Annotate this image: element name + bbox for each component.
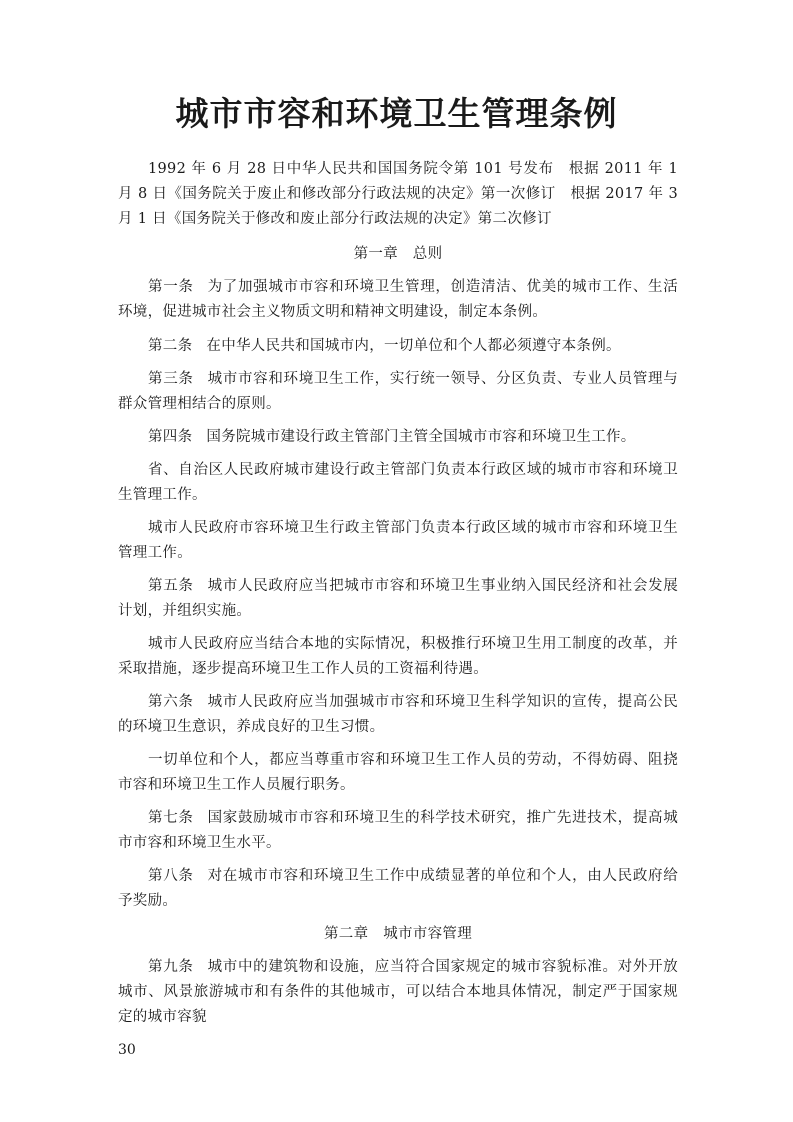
- article-text: 国务院城市建设行政主管部门主管全国城市市容和环境卫生工作。: [206, 429, 636, 445]
- article-label: 第四条: [148, 429, 193, 445]
- preamble: 1992 年 6 月 28 日中华人民共和国国务院令第 101 号发布 根据 2011 年 1 月 8 日《国务院关于废止和修改部分行政法规的决定》第一次修订 根据 2017 年 3 月 1 日《国务院关于修改和废止部分行政法规的决定》第二次修订: [118, 161, 678, 227]
- article-label: 第六条: [148, 694, 194, 710]
- chapter-heading-1: 第一章 总则: [353, 246, 443, 262]
- article-5: [118, 574, 678, 624]
- article-1: [118, 275, 678, 325]
- article-label: 第七条: [148, 810, 194, 826]
- page-number: 30: [118, 1042, 136, 1058]
- article-4-paragraph-3: 城市人民政府市容环境卫生行政主管部门负责本行政区域的城市市容和环境卫生管理工作。: [118, 520, 678, 561]
- article-4-paragraph-2: 省、自治区人民政府城市建设行政主管部门负责本行政区域的城市市容和环境卫生管理工作。: [118, 462, 678, 503]
- article-label: 第八条: [148, 868, 194, 884]
- article-text: 为了加强城市市容和环境卫生管理，创造清洁、优美的城市工作、生活环境，促进城市社会主义物质文明和精神文明建设，制定本条例。: [118, 279, 679, 320]
- article-text: 国家鼓励城市市容和环境卫生的科学技术研究，推广先进技术，提高城市市容和环境卫生水平。: [118, 810, 679, 851]
- article-text: 城市人民政府应当把城市市容和环境卫生事业纳入国民经济和社会发展计划，并组织实施。: [118, 578, 679, 619]
- article-label: 第一条: [148, 279, 194, 295]
- article-2: [118, 334, 678, 359]
- article-9: [118, 955, 678, 1030]
- article-text: 城市人民政府应当加强城市市容和环境卫生科学知识的宣传，提高公民的环境卫生意识，养成良好的卫生习惯。: [118, 694, 679, 735]
- article-label: 第三条: [148, 371, 194, 387]
- article-5-paragraph-2: 城市人民政府应当结合本地的实际情况，积极推行环境卫生用工制度的改革，并采取措施，逐步提高环境卫生工作人员的工资福利待遇。: [118, 636, 678, 677]
- article-text: 城市市容和环境卫生工作，实行统一领导、分区负责、专业人员管理与群众管理相结合的原则。: [118, 371, 679, 412]
- article-8: [118, 864, 678, 914]
- article-label: 第九条: [148, 959, 194, 975]
- article-4: [118, 425, 678, 450]
- article-7: [118, 806, 678, 856]
- article-6: [118, 690, 678, 740]
- article-label: 第五条: [148, 578, 194, 594]
- article-6-paragraph-2: 一切单位和个人，都应当尊重市容和环境卫生工作人员的劳动，不得妨碍、阻挠市容和环境卫生工作人员履行职务。: [118, 752, 678, 793]
- article-text: 在中华人民共和国城市内，一切单位和个人都必须遵守本条例。: [206, 338, 621, 354]
- article-text: 对在城市市容和环境卫生工作中成绩显著的单位和个人，由人民政府给予奖励。: [118, 868, 679, 909]
- article-label: 第二条: [148, 338, 193, 354]
- document-title: 城市市容和环境卫生管理条例: [175, 94, 618, 133]
- article-3: [118, 367, 678, 417]
- chapter-heading-2: 第二章 城市市容管理: [324, 926, 472, 942]
- article-text: 城市中的建筑物和设施，应当符合国家规定的城市容貌标准。对外开放城市、风景旅游城市和有条件的其他城市，可以结合本地具体情况，制定严于国家规定的城市容貌: [118, 959, 679, 1025]
